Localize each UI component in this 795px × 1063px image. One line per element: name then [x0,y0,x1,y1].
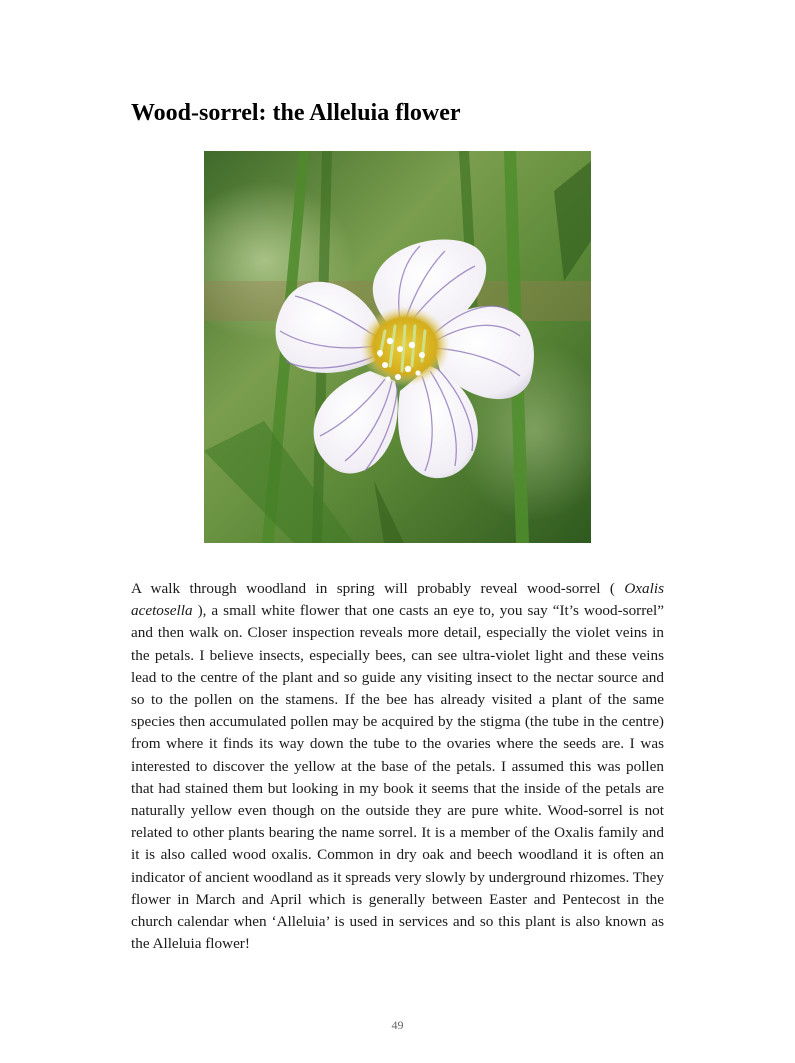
wood-sorrel-photo [204,151,591,543]
latin-name: Oxalis acetosella [131,580,664,620]
flower-illustration [204,151,591,543]
article-text-intro: A walk through woodland in spring will probably reveal wood-sorrel ( [131,580,625,597]
article-body [131,578,664,955]
page-title: Wood-sorrel: the Alleluia flower [131,100,461,126]
article-text-main: ), a small white flower that one casts an eye to, you say “It’s wood-sorrel” and then walk on. Closer inspection reveals more detail, especially the violet veins in the petals. I believe insects, especially bees, can see ultra-violet light and these veins lead to the centre of the plant and so guide any visiting insect to the nectar source and so to the pollen on the stamens. If the bee has already visited a plant of the same species then accumulated pollen may be acquired by the stigma (the tube in the centre) from where it finds its way down the tube to the ovaries where the seeds are. I was interested to discover the yellow at the base of the petals. I assumed this was pollen that had stained them but looking in my book it seems that the inside of the petals are naturally yellow even though on the outside they are pure white. Wood-sorrel is not related to other plants bearing the name sorrel. It is a member of the Oxalis family and it is also called wood oxalis. Common in dry oak and beech woodland it is often an indicator of ancient woodland as it spreads very slowly by underground rhizomes. They flower in March and April which is generally between Easter and Pentecost in the church calendar when ‘Alleluia’ is used in services and so this plant is also known as the Alleluia flower! [131,602,664,953]
page-number: 49 [391,1018,404,1032]
